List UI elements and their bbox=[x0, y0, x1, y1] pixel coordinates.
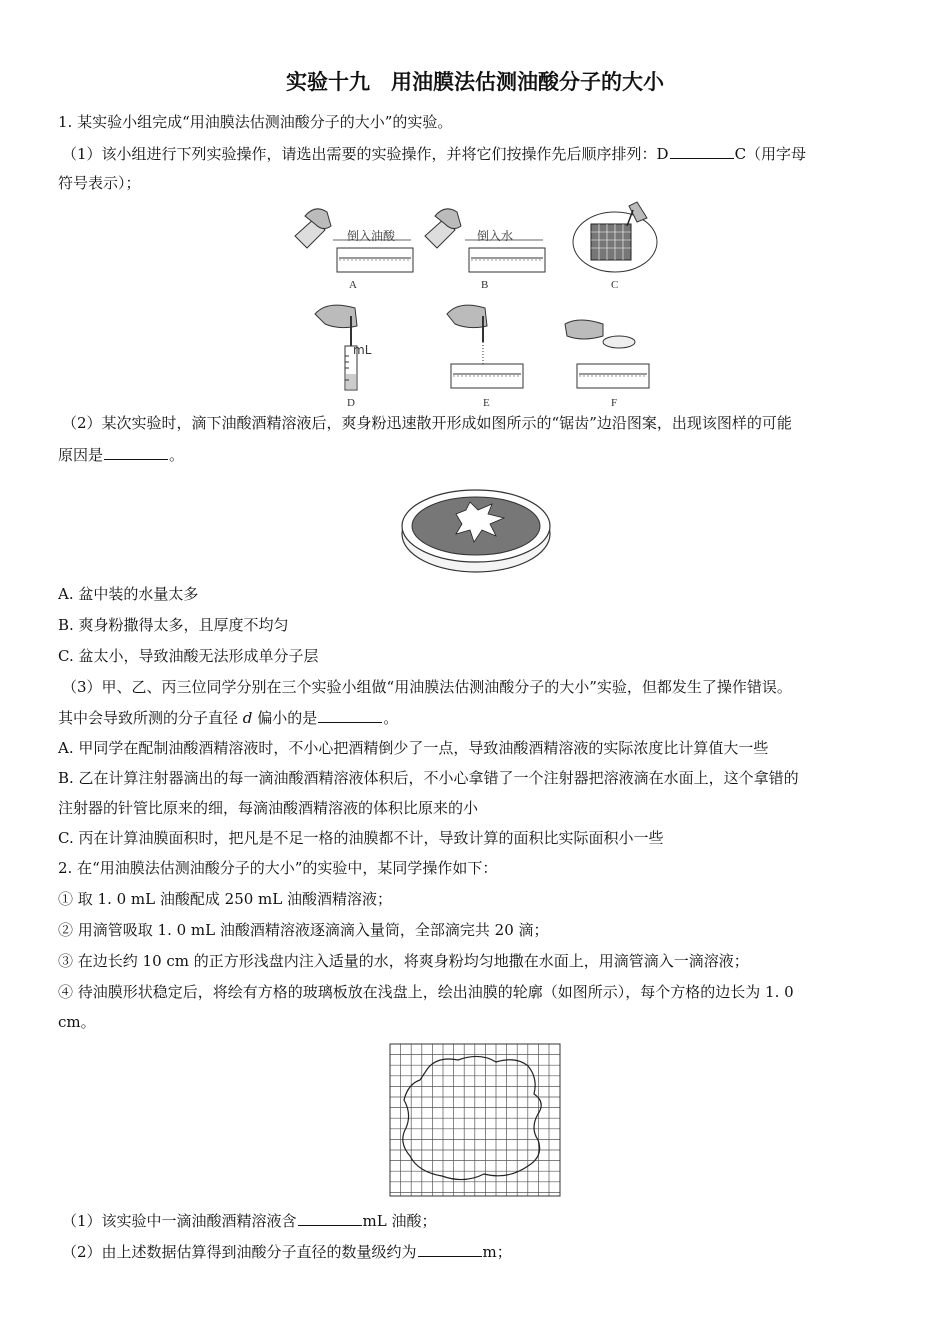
oil-film-grid-figure bbox=[388, 1042, 562, 1198]
q1-part2-line1: （2）某次实验时，滴下油酸酒精溶液后，爽身粉迅速散开形成如图所示的“锯齿”边沿图案，出现该图样的可能 bbox=[62, 414, 792, 432]
label-ml: mL bbox=[353, 343, 372, 357]
panel-a-pour-oil bbox=[295, 209, 413, 291]
q1-part3-line2 bbox=[58, 707, 898, 728]
q1-part3-option-c: C. 丙在计算油膜面积时，把凡是不足一格的油膜都不计，导致计算的面积比实际面积小一些 bbox=[58, 829, 664, 847]
q1-part2-line2 bbox=[58, 444, 898, 465]
q1-part2-text-a: 原因是 bbox=[58, 446, 104, 464]
q1-part3-line1: （3）甲、乙、丙三位同学分别在三个实验小组做“用油膜法估测油酸分子的大小”实验，但都发生了操作错误。 bbox=[62, 678, 792, 696]
panel-b-pour-water bbox=[425, 209, 545, 291]
q2-sub2-text-b: m； bbox=[482, 1243, 512, 1261]
caption-f: F bbox=[611, 397, 618, 408]
answer-blank-diameter-order[interactable] bbox=[418, 1241, 482, 1257]
q1-part3-text-a: 其中会导致所测的分子直径 bbox=[58, 709, 239, 727]
q2-stem: 2. 在“用油膜法估测油酸分子的大小”的实验中，某同学操作如下： bbox=[58, 859, 498, 877]
q1-part1-line1 bbox=[62, 143, 902, 164]
q2-sub1-text-a: （1）该实验中一滴油酸酒精溶液含 bbox=[62, 1212, 297, 1230]
q1-part3-text-c: 。 bbox=[383, 709, 399, 727]
variable-d: d bbox=[242, 709, 253, 727]
answer-blank-order[interactable] bbox=[670, 143, 734, 159]
q1-part3-option-b-line1: B. 乙在计算注射器滴出的每一滴油酸酒精溶液体积后，不小心拿错了一个注射器把溶液滴在水面上，这个拿错的 bbox=[58, 769, 799, 787]
q1-part2-option-a: A. 盆中装的水量太多 bbox=[58, 585, 199, 603]
q1-part3-option-b-line2: 注射器的针管比原来的细，每滴油酸酒精溶液的体积比原来的小 bbox=[58, 799, 479, 817]
q1-part1-text-b: C（用字母 bbox=[734, 145, 807, 163]
q2-sub2 bbox=[62, 1241, 902, 1262]
q1-part2-text-b: 。 bbox=[169, 446, 185, 464]
answer-blank-reason[interactable] bbox=[104, 444, 168, 460]
answer-blank-oleic-volume[interactable] bbox=[298, 1210, 362, 1226]
q1-part2-option-b: B. 爽身粉撒得太多，且厚度不均匀 bbox=[58, 616, 289, 634]
label-pour-water: 倒入水 bbox=[477, 229, 514, 243]
q1-part3-text-b: 偏小的是 bbox=[257, 709, 318, 727]
q2-sub1 bbox=[62, 1210, 902, 1231]
panel-d-graduated-cylinder bbox=[315, 305, 372, 408]
q2-step-4-continued: cm。 bbox=[58, 1013, 96, 1031]
q1-stem: 1. 某实验小组完成“用油膜法估测油酸分子的大小”的实验。 bbox=[58, 113, 453, 131]
caption-a: A bbox=[349, 279, 357, 291]
label-pour-oil: 倒入油酸 bbox=[347, 229, 396, 243]
q1-part1-text-a: （1）该小组进行下列实验操作，请选出需要的实验操作，并将它们按操作先后顺序排列：D bbox=[62, 145, 669, 163]
caption-b: B bbox=[481, 279, 489, 291]
page-title: 实验十九 用油膜法估测油酸分子的大小 bbox=[286, 70, 664, 94]
caption-d: D bbox=[347, 397, 355, 408]
q2-step-3: ③ 在边长约 10 cm 的正方形浅盘内注入适量的水，将爽身粉均匀地撒在水面上，用滴管滴入一滴溶液； bbox=[58, 952, 749, 970]
q2-step-4: ④ 待油膜形状稳定后，将绘有方格的玻璃板放在浅盘上，绘出油膜的轮廓（如图所示），每个方格的边长为 1. 0 bbox=[58, 983, 794, 1001]
sawtooth-film-dish-figure bbox=[398, 484, 554, 576]
answer-blank-smaller-d[interactable] bbox=[318, 707, 382, 723]
q1-part1-line2: 符号表示）； bbox=[58, 174, 141, 192]
q2-step-1: ① 取 1. 0 mL 油酸配成 250 mL 油酸酒精溶液； bbox=[58, 890, 393, 908]
experiment-operations-figure bbox=[285, 196, 675, 408]
q1-part3-option-a: A. 甲同学在配制油酸酒精溶液时，不小心把酒精倒少了一点，导致油酸酒精溶液的实际浓度比计算值大一些 bbox=[58, 739, 769, 757]
q2-step-2: ② 用滴管吸取 1. 0 mL 油酸酒精溶液逐滴滴入量筒，全部滴完共 20 滴； bbox=[58, 921, 549, 939]
q1-part2-option-c: C. 盆太小，导致油酸无法形成单分子层 bbox=[58, 647, 319, 665]
panel-e-drop-solution bbox=[447, 305, 523, 408]
caption-c: C bbox=[611, 279, 619, 291]
panel-f-sprinkle-powder bbox=[565, 320, 649, 408]
panel-c-tracing-grid bbox=[573, 202, 657, 291]
caption-e: E bbox=[483, 397, 490, 408]
q2-sub1-text-b: mL 油酸； bbox=[362, 1212, 437, 1230]
q2-sub2-text-a: （2）由上述数据估算得到油酸分子直径的数量级约为 bbox=[62, 1243, 417, 1261]
grid-lines bbox=[390, 1044, 560, 1196]
